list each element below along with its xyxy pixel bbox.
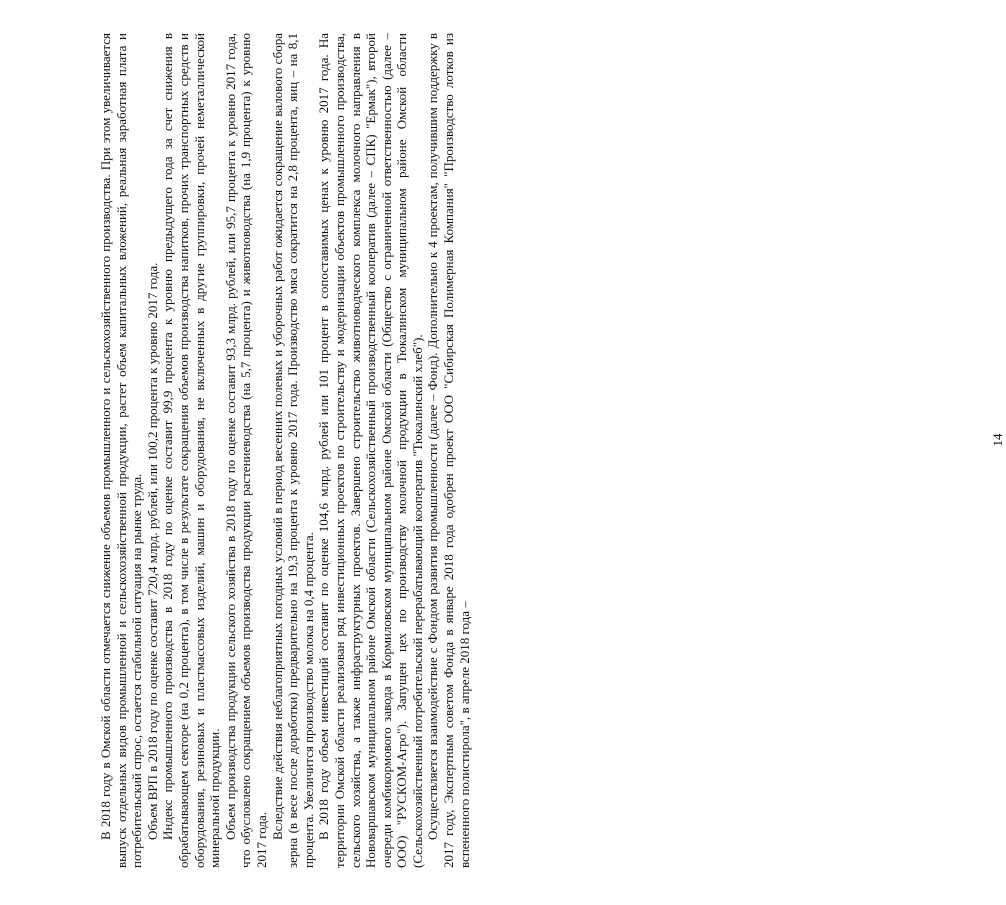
page-number: 14 [990,433,1005,447]
paragraph-grp: Объем ВРП в 2018 году по оценке составит 720,4 млрд. рублей, или 100,2 процента к уровню 2017 года. [144,262,160,840]
paragraph-intro: В 2018 году в Омской области отмечается снижение объемов промышленного и сельскохозяйственного производства. При этом увеличивается выпуск отдельных видов промышленной и сельскохозяйственной продукции, растет объем капитальных вложений, реальная заработная плата и потребительский спрос, остается стабильной ситуация на рынке труда. [98,33,145,868]
paragraph-industry: Индекс промышленного производства в 2018 году по оценке составит 99,9 процента к уровню предыдущего года за счет снижения в обрабатывающем секторе (на 0,2 процента), в том числе в результате сокращения объемов производства напитков, прочих транспортных средств и оборудования, резиновых и пластмассовых изделий, машин и оборудования, не включенных в другие группировки, прочей неметаллической минеральной продукции. [160,33,223,868]
rotated-text-block [98,33,588,868]
paragraph-harvest: Вследствие действия неблагоприятных погодных условий в период весенних полевых и уборочных работ ожидается сокращение валового сбора зерна (в весе после доработки) предварительно на 19,3 процента к уровню 2017 года. Производство мяса сократится на 2,8 процента, яиц – на 8,1 процента. Увеличится производство молока на 0,4 процента. [269,33,316,868]
paragraph-agriculture: Объем производства продукции сельского хозяйства в 2018 году по оценке составит 93,3 млрд. рублей, или 95,7 процента к уровню 2017 года, что обусловлено сокращением объемов производства продукции растениеводства (на 5,7 процента) и животноводства (на 1,9 процента) к уровню 2017 года. [222,33,269,868]
paragraph-investment: В 2018 году объем инвестиций составит по оценке 104,6 млрд. рублей или 101 процент в сопоставимых ценах к уровню 2017 года. На территории Омской области реализован ряд инвестиционных проектов по строительству и модернизации объектов промышленного производства, сельского хозяйства, а также инфраструктурных проектов. Завершено строительство животноводческого комплекса молочного направления в Нововаршавском муниципальном районе Омской области (Сельскохозяйственный производственный кооператив (далее – СПК) "Ермак"), второй очереди комбикормового завода в Кормиловском муниципальном районе Омской области (Общество с ограниченной ответственностью (далее – ООО) "РУСКОМ-Агро"). Запущен цех по производству молочной продукции в Тюкалинском муниципальном районе Омской области (Сельскохозяйственный потребительский перерабатывающий кооператив "Тюкалинский хлеб"). [316,33,425,868]
paragraph-fund: Осуществляется взаимодействие с Фондом развития промышленности (далее – Фонд). Дополнительно к 4 проектам, получившим поддержку в 2017 году, Экспертным советом Фонда в январе 2018 года одобрен проект ООО "Сибирская Полимерная Компания" "Производство лотков из вспененного полистирола", в апреле 2018 года – [425,33,472,868]
